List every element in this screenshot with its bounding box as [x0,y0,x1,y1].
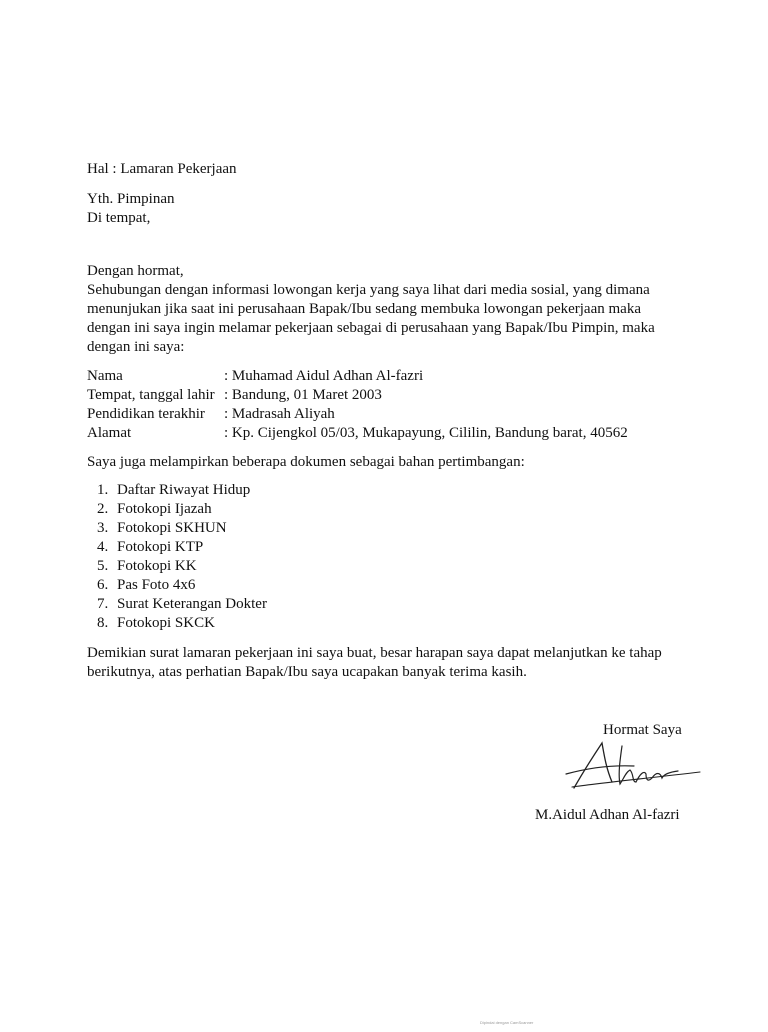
intro-line: dengan ini saya ingin melamar pekerjaan sebagai di perusahaan yang Bapak/Ibu Pimpin, maka [87,320,655,336]
list-text: Surat Keterangan Dokter [117,596,267,612]
list-item [97,595,267,614]
field-label: Nama [87,368,123,384]
signer-name: M.Aidul Adhan Al-fazri [535,807,680,823]
recipient-line-1: Yth. Pimpinan [87,191,175,207]
field-value: : Kp. Cijengkol 05/03, Mukapayung, Cililin, Bandung barat, 40562 [224,425,628,441]
list-text: Fotokopi KK [117,558,197,574]
intro-line: menunjukan jika saat ini perusahaan Bapak/Ibu sedang membuka lowongan pekerjaan maka [87,301,641,317]
field-value: : Muhamad Aidul Adhan Al-fazri [224,368,424,384]
handwritten-signature [560,738,705,794]
closing-paragraph [87,644,662,682]
recipient-line-2: Di tempat, [87,210,151,226]
closing-line: Demikian surat lamaran pekerjaan ini saya buat, besar harapan saya dapat melanjutkan ke tahap [87,645,662,661]
letter-subject: Hal : Lamaran Pekerjaan [87,161,237,177]
list-text: Fotokopi Ijazah [117,501,212,517]
list-number: 6. [97,577,109,593]
list-text: Fotokopi KTP [117,539,204,555]
attachments-intro: Saya juga melampirkan beberapa dokumen sebagai bahan pertimbangan: [87,454,525,470]
field-label: Alamat [87,425,132,441]
field-value: : Bandung, 01 Maret 2003 [224,387,382,403]
list-item [97,500,212,519]
list-text: Daftar Riwayat Hidup [117,482,251,498]
intro-line: dengan ini saya: [87,339,185,355]
closing-line: berikutnya, atas perhatian Bapak/Ibu saya ucapakan banyak terima kasih. [87,664,527,680]
field-label: Pendidikan terakhir [87,406,205,422]
list-number: 5. [97,558,109,574]
intro-paragraph [87,281,655,357]
list-number: 3. [97,520,109,536]
intro-line: Sehubungan dengan informasi lowongan kerja yang saya lihat dari media sosial, yang dimana [87,282,650,298]
list-text: Pas Foto 4x6 [117,577,196,593]
list-number: 2. [97,501,109,517]
field-value: : Madrasah Aliyah [224,406,335,422]
list-text: Fotokopi SKCK [117,615,215,631]
list-item [97,576,195,595]
list-item [97,481,250,500]
list-number: 4. [97,539,109,555]
list-item [97,614,215,633]
list-text: Fotokopi SKHUN [117,520,227,536]
list-number: 8. [97,615,109,631]
list-number: 1. [97,482,109,498]
greeting: Dengan hormat, [87,263,184,279]
list-item [97,519,227,538]
valediction: Hormat Saya [603,722,682,738]
list-number: 7. [97,596,109,612]
list-item [97,557,197,576]
field-label: Tempat, tanggal lahir [87,387,215,403]
scanner-footer: Dipindai dengan CamScanner [480,1020,534,1025]
list-item [97,538,203,557]
